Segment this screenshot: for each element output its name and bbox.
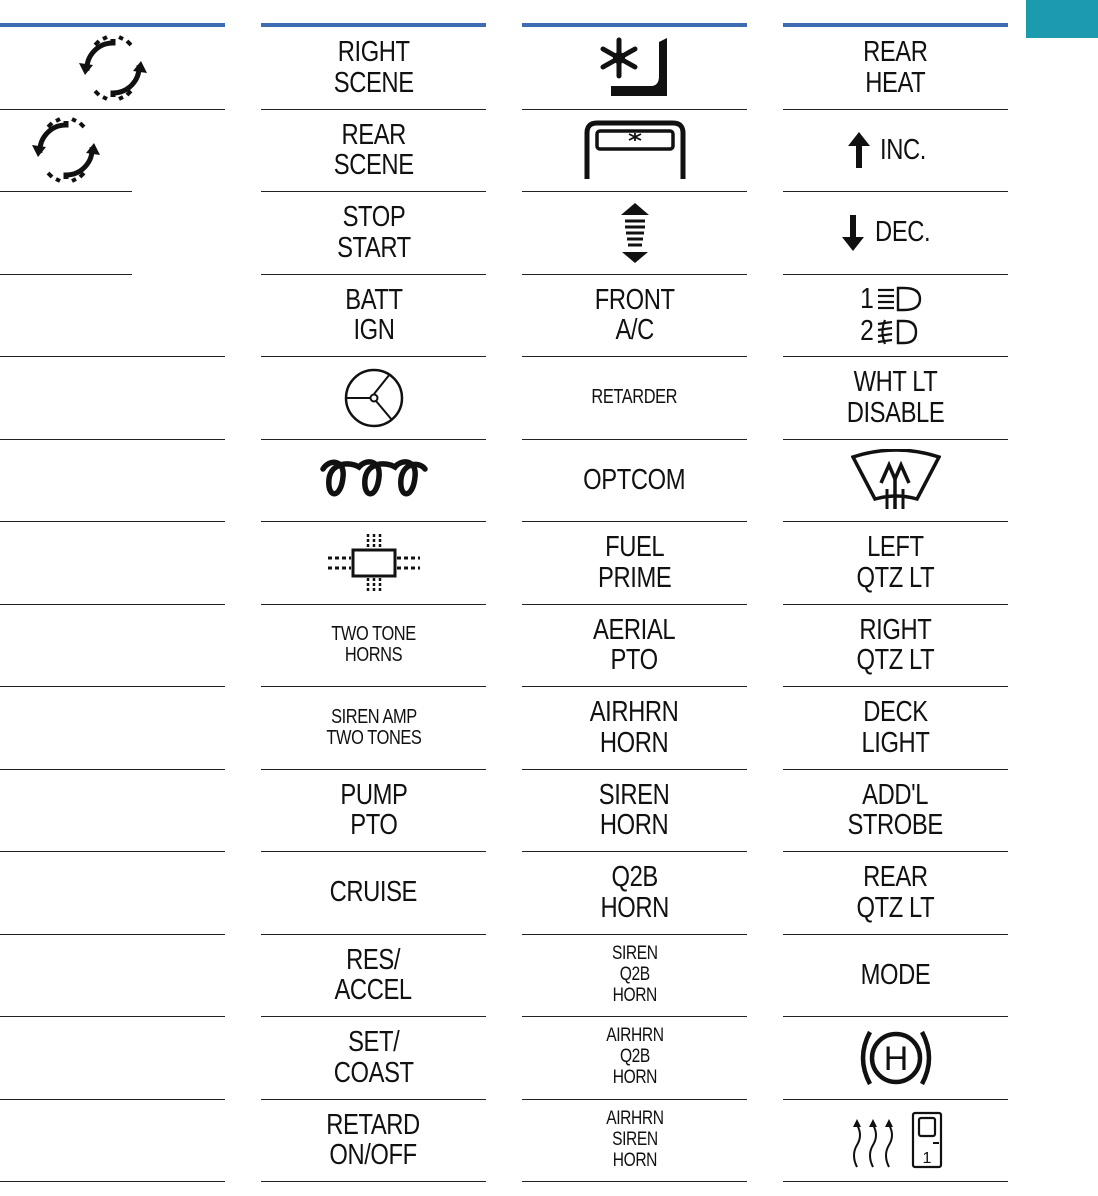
switch-label-cell: [261, 440, 486, 523]
switch-label-text: ADD'L STROBE: [847, 778, 944, 842]
switch-label-cell: [783, 440, 1008, 523]
switch-label-cell: [522, 522, 747, 605]
beam-number: 2: [859, 315, 874, 348]
beam-number: 1: [859, 282, 874, 315]
switch-label-cell: [0, 275, 225, 358]
switch-label-cell: [783, 605, 1008, 688]
switch-label-cell: [522, 1100, 747, 1183]
switch-label-cell: [0, 852, 225, 935]
switch-label-cell: [261, 1017, 486, 1100]
cold-seat-icon: [597, 36, 673, 100]
switch-label-cell: [783, 110, 1008, 193]
switch-label-cell: [522, 27, 747, 110]
switch-label-text: RES/ ACCEL: [334, 943, 413, 1007]
marker-light-icon: [326, 532, 422, 594]
switch-label-cell: [0, 935, 225, 1018]
switch-label-text: SET/ COAST: [333, 1026, 414, 1089]
hill-hold-letter: H: [883, 1039, 908, 1078]
headlight-beam-icon: [859, 284, 923, 347]
switch-label-text: RIGHT SCENE: [333, 36, 414, 99]
label-column-2: [261, 23, 486, 1182]
switch-label-text: RIGHT QTZ LT: [856, 613, 935, 677]
switch-label-cell: [0, 27, 225, 110]
switch-label-text: WHT LT DISABLE: [846, 366, 945, 429]
switch-label-cell: [783, 852, 1008, 935]
switch-label-cell: [522, 192, 747, 275]
switch-label-cell: [783, 522, 1008, 605]
switch-label-text: AERIAL PTO: [593, 613, 676, 677]
rocker-switch-label: 1: [922, 1150, 931, 1168]
switch-label-cell: [783, 770, 1008, 853]
switch-label-text: RETARDER: [591, 386, 678, 409]
windshield-wiper-icon: [851, 449, 941, 511]
switch-label-cell: [261, 192, 486, 275]
switch-label-cell: [0, 192, 132, 275]
switch-label-cell: [522, 687, 747, 770]
switch-label-cell: [783, 687, 1008, 770]
dome-light-icon: [583, 119, 687, 181]
switch-label-cell: [783, 357, 1008, 440]
switch-label-text: MODE: [860, 958, 931, 991]
switch-label-text: DECK LIGHT: [861, 696, 930, 759]
switch-label-cell: [261, 770, 486, 853]
switch-label-cell: [522, 852, 747, 935]
arrow-down-icon: [841, 213, 865, 253]
switch-label-cell: [522, 110, 747, 193]
switch-label-cell: [261, 935, 486, 1018]
switch-label-cell: [783, 275, 1008, 358]
switch-label-cell: [522, 275, 747, 358]
switch-label-cell: [0, 605, 225, 688]
switch-label-cell: [522, 440, 747, 523]
switch-label-cell: [783, 935, 1008, 1018]
switch-label-cell: [261, 522, 486, 605]
rotary-arrows-icon: [73, 33, 153, 103]
switch-label-cell: [261, 605, 486, 688]
switch-label-cell: [261, 275, 486, 358]
switch-label-text: AIRHRN SIREN HORN: [605, 1107, 664, 1171]
switch-label-cell: [522, 1017, 747, 1100]
hill-hold-icon: [854, 1026, 938, 1090]
heater-switch-icon: [849, 1111, 943, 1169]
switch-label-text: RETARD ON/OFF: [326, 1108, 421, 1172]
switch-label-cell: [522, 770, 747, 853]
switch-label-cell: [261, 852, 486, 935]
switch-label-text: SIREN HORN: [599, 778, 670, 842]
switch-label-cell: [783, 192, 1008, 275]
switch-label-text: BATT IGN: [344, 283, 403, 347]
switch-label-text: AIRHRN Q2B HORN: [605, 1025, 664, 1089]
switch-label-text: AIRHRN HORN: [590, 696, 679, 759]
switch-label-cell: [261, 687, 486, 770]
switch-label-cell: [783, 27, 1008, 110]
switch-label-cell: [0, 1100, 225, 1183]
label-column-4: [783, 23, 1008, 1182]
switch-label-text: SIREN Q2B HORN: [611, 942, 658, 1006]
switch-label-cell: [261, 357, 486, 440]
rocker-switch-icon: [911, 1111, 943, 1169]
switch-label-text: REAR QTZ LT: [856, 861, 935, 924]
switch-label-cell: [783, 1017, 1008, 1100]
switch-label-cell: [261, 27, 486, 110]
switch-label-cell: [0, 687, 225, 770]
steering-wheel-icon: [342, 366, 406, 430]
switch-label-text: TWO TONE HORNS: [331, 623, 416, 667]
switch-label-cell: [522, 935, 747, 1018]
switch-label-cell: [0, 110, 132, 193]
switch-label-text: Q2B HORN: [600, 861, 669, 924]
switch-label-cell: [0, 522, 225, 605]
switch-label-text: REAR SCENE: [333, 118, 414, 182]
switch-label-text: FRONT A/C: [594, 283, 675, 347]
switch-label-cell: [261, 1100, 486, 1183]
switch-label-text: INC.: [879, 133, 926, 166]
switch-label-cell: [0, 440, 225, 523]
switch-label-cell: [0, 1017, 225, 1100]
switch-label-text: FUEL PRIME: [597, 531, 672, 594]
label-column-3: [522, 23, 747, 1182]
chapter-tab: [1026, 0, 1098, 38]
switch-label-text: REAR HEAT: [863, 36, 928, 99]
glow-plug-coil-icon: [319, 455, 429, 505]
switch-label-cell: [0, 357, 225, 440]
switch-label-cell: [522, 605, 747, 688]
switch-label-text: CRUISE: [329, 876, 418, 909]
switch-label-text: STOP START: [336, 201, 411, 264]
switch-label-text: PUMP PTO: [339, 778, 408, 842]
seat-height-icon: [618, 201, 652, 265]
label-column-1: [0, 23, 225, 1182]
switch-label-cell: [0, 770, 225, 853]
switch-label-text: DEC.: [874, 216, 931, 249]
arrow-up-icon: [847, 130, 871, 170]
switch-label-text: LEFT QTZ LT: [856, 531, 935, 594]
switch-label-text: OPTCOM: [583, 463, 686, 496]
switch-label-cell: [261, 110, 486, 193]
switch-label-cell: [783, 1100, 1008, 1183]
switch-label-text: SIREN AMP TWO TONES: [325, 705, 422, 749]
rotary-arrows-icon: [26, 115, 106, 185]
switch-label-cell: [522, 357, 747, 440]
